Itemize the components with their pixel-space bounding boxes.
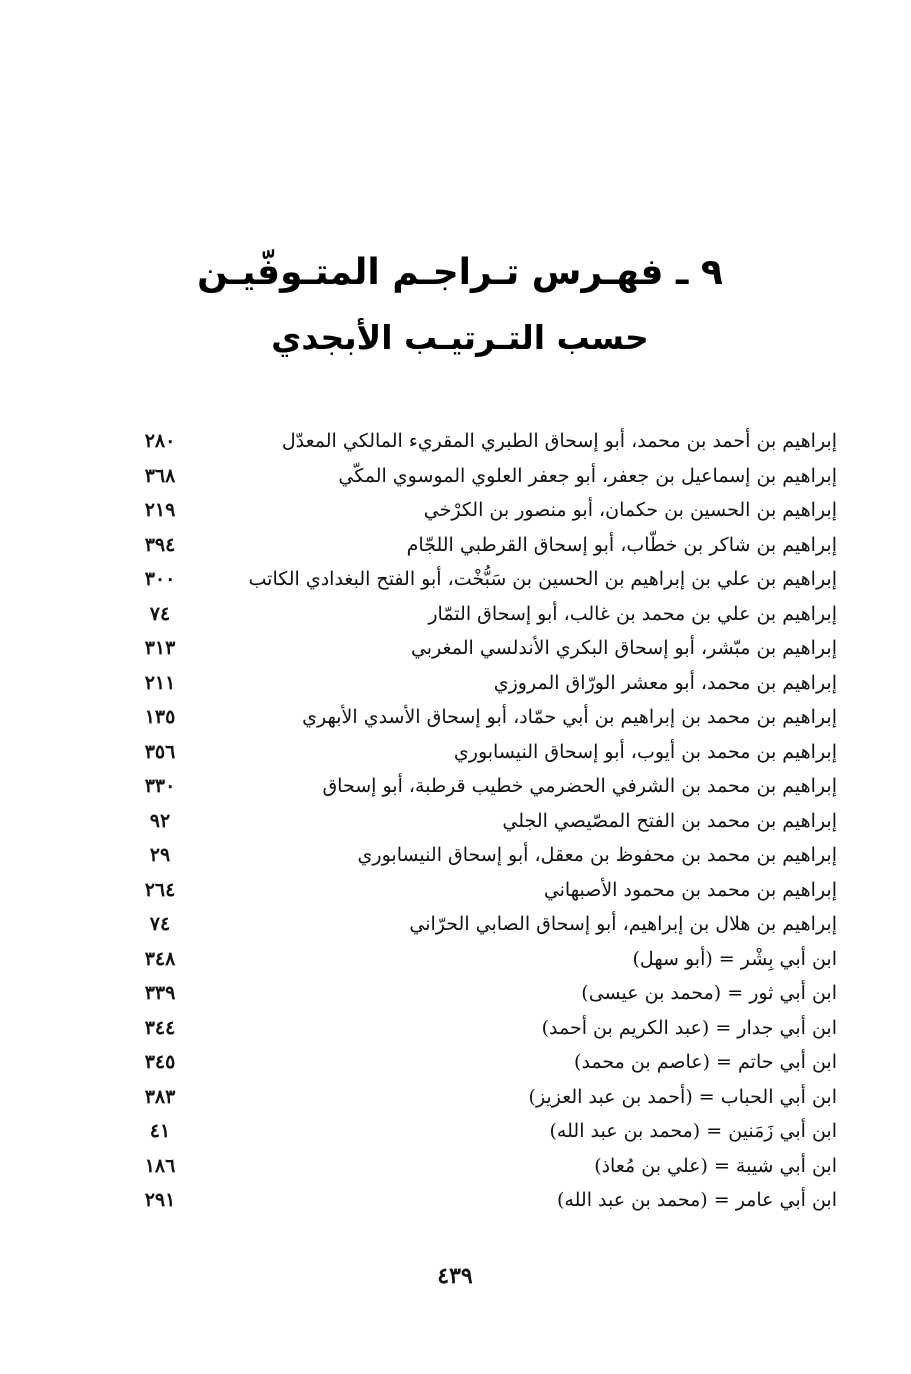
entry-name: إبراهيم بن مبّشر، أبو إسحاق البكري الأندلسي المغربي	[410, 637, 837, 659]
entry-name: ابن أبي جدار = (عبد الكريم بن أحمد)	[541, 1016, 837, 1039]
index-entry	[0, 1114, 911, 1149]
entry-page-number: ٢٩١	[144, 1189, 176, 1211]
entry-name: إبراهيم بن محمد بن محفوظ بن معقل، أبو إسحاق النيسابوري	[357, 844, 837, 866]
entry-page-number: ٧٤	[149, 602, 171, 625]
index-entry	[0, 1149, 911, 1184]
page-number: ٤٣٩	[437, 1263, 473, 1289]
entry-name: إبراهيم بن علي بن محمد بن غالب، أبو إسحاق التمّار	[428, 602, 837, 625]
entry-name: إبراهيم بن محمد، أبو معشر الورّاق المروزي	[493, 671, 837, 694]
index-entry	[0, 735, 911, 770]
entry-page-number: ١٨٦	[144, 1154, 176, 1177]
entry-page-number: ٣٩٤	[144, 533, 176, 556]
entry-page-number: ٧٤	[149, 913, 171, 935]
index-entry	[0, 631, 911, 666]
entry-name: إبراهيم بن محمد بن الشرفي الحضرمي خطيب قرطبة، أبو إسحاق	[322, 775, 837, 797]
entry-name: ابن أبي حاتم = (عاصم بن محمد)	[574, 1051, 837, 1073]
entry-name: ابن أبي شيبة = (علي بن مُعاذ)	[594, 1154, 837, 1177]
entry-page-number: ٣٣٩	[144, 982, 176, 1004]
entry-name: إبراهيم بن محمد بن محمود الأصبهاني	[543, 878, 837, 901]
entry-page-number: ٣٠٠	[144, 568, 176, 590]
entry-page-number: ٣٤٨	[144, 947, 176, 970]
entry-page-number: ٣٤٤	[144, 1016, 176, 1039]
entry-page-number: ٢١٩	[144, 499, 176, 521]
entry-name: ابن أبي الحباب = (أحمد بن عبد العزيز)	[528, 1085, 837, 1108]
entry-page-number: ٢١١	[144, 671, 176, 694]
index-entry	[0, 562, 911, 597]
entry-page-number: ١٣٥	[144, 706, 176, 728]
entry-name: إبراهيم بن محمد بن أيوب، أبو إسحاق النيسابوري	[453, 740, 837, 763]
index-entry	[0, 838, 911, 873]
entry-page-number: ٢٦٤	[144, 878, 176, 901]
index-subtitle: حسب التـرتيـب الأبجدي	[271, 318, 649, 357]
entry-name: إبراهيم بن الحسين بن حكمان، أبو منصور بن الكرْخي	[423, 499, 837, 521]
entry-name: ابن أبي بِشْر = (أبو سهل)	[632, 947, 837, 970]
index-entry	[0, 804, 911, 839]
entry-name: إبراهيم بن إسماعيل بن جعفر، أبو جعفر العلوي الموسوي المكّي	[338, 464, 837, 487]
index-entry	[0, 1080, 911, 1115]
entry-page-number: ٣٦٨	[144, 464, 176, 487]
index-entries-list	[0, 424, 911, 1218]
entry-name: إبراهيم بن شاكر بن خطّاب، أبو إسحاق القرطبي اللجّام	[406, 533, 837, 556]
entry-page-number: ٣٨٣	[144, 1085, 176, 1108]
index-entry	[0, 942, 911, 977]
entry-page-number: ٣١٣	[144, 637, 176, 659]
index-entry	[0, 459, 911, 494]
entry-page-number: ٢٩	[149, 844, 171, 866]
index-entry	[0, 976, 911, 1011]
index-entry	[0, 700, 911, 735]
index-entry	[0, 597, 911, 632]
entry-name: إبراهيم بن محمد بن الفتح المصّيصي الجلي	[502, 809, 837, 832]
index-entry	[0, 493, 911, 528]
index-entry	[0, 769, 911, 804]
entry-page-number: ٣٣٠	[144, 775, 176, 797]
entry-name: إبراهيم بن علي بن إبراهيم بن الحسين بن سَبُّخْت، أبو الفتح البغدادي الكاتب	[248, 568, 837, 590]
index-entry	[0, 873, 911, 908]
entry-name: إبراهيم بن محمد بن إبراهيم بن أبي حمّاد، أبو إسحاق الأسدي الأبهري	[302, 706, 837, 728]
index-entry	[0, 1011, 911, 1046]
entry-name: ابن أبي زَمَنين = (محمد بن عبد الله)	[549, 1120, 837, 1142]
entry-page-number: ٩٢	[149, 809, 171, 832]
index-entry	[0, 424, 911, 459]
index-entry	[0, 907, 911, 942]
entry-name: إبراهيم بن أحمد بن محمد، أبو إسحاق الطبري المقريء المالكي المعدّل	[281, 430, 837, 452]
index-entry	[0, 528, 911, 563]
entry-name: إبراهيم بن هلال بن إبراهيم، أبو إسحاق الصابي الحرّاني	[409, 913, 837, 935]
index-entry	[0, 1045, 911, 1080]
index-title: ٩ ـ فهـرس تـراجـم المتـوفّيـن	[197, 252, 723, 293]
index-entry	[0, 1183, 911, 1218]
entry-name: ابن أبي عامر = (محمد بن عبد الله)	[557, 1189, 837, 1211]
entry-page-number: ٣٤٥	[144, 1051, 176, 1073]
index-entry	[0, 666, 911, 701]
entry-page-number: ٣٥٦	[144, 740, 176, 763]
entry-name: ابن أبي ثور = (محمد بن عيسى)	[581, 982, 837, 1004]
entry-page-number: ٢٨٠	[144, 430, 176, 452]
entry-page-number: ٤١	[149, 1120, 171, 1142]
